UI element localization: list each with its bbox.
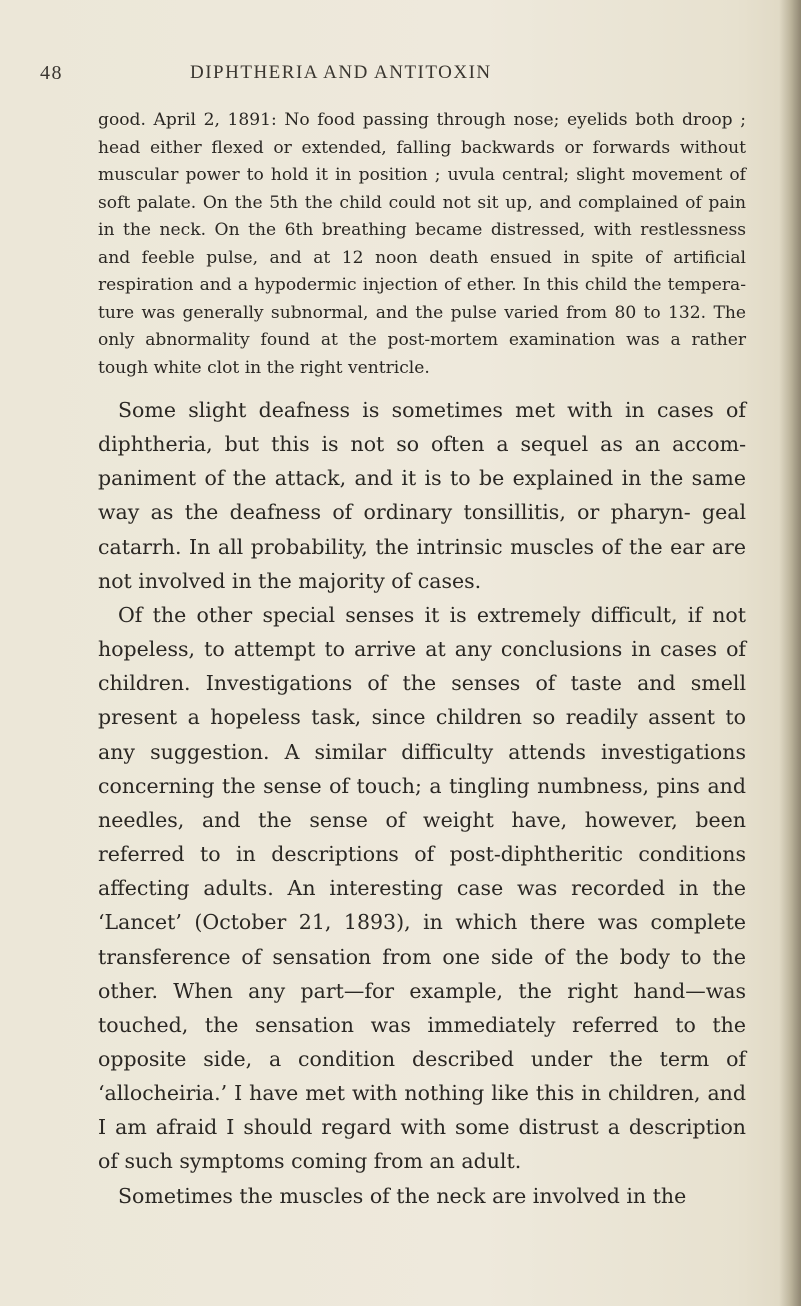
paragraph-special-senses: Of the other special senses it is extremely difficult, if not hopeless, to attempt to arrive at any conclusions in cases of children. Investigations of the senses of taste and smell present a hopeless task, since children so readily assent to any suggestion. A similar difficulty attends investigations concerning the sense of touch; a tingling numbness, pins and needles, and the sense of weight have, however, been referred to in descriptions of post-diphtheritic conditions affecting adults. An interesting case was recorded in the ‘Lancet’ (October 21, 1893), in which there was complete transference of sensation from one side of the body to the other. When any part—for example, the right hand—was touched, the sensation was immediately referred to the opposite side, a condition described under the term of ‘allocheiria.’ I have met with nothing like this in children, and I am afraid I should regard with some distrust a description of such symptoms coming from an adult. <box>98 602 746 1174</box>
paragraph-case-report: good. April 2, 1891: No food passing through nose; eyelids both droop ; head either flexed or extended, falling backwards or forwards without muscular power to hold it in position ; uvula central; slight movement of soft palate. On the 5th the child could not sit up, and complained of pain in the neck. On the 6th breathing became distressed, with restlessness and feeble pulse, and at 12 noon death ensued in spite of artificial respiration and a hypodermic injection of ether. In this child the tempera- ture was generally subnormal, and the pulse varied from 80 to 132. The only abnormality found at the post-mortem examination was a rather tough white clot in the right ventricle. <box>98 110 746 378</box>
running-title: DIPHTHERIA AND ANTITOXIN <box>190 62 492 83</box>
paragraph-neck-muscles: Sometimes the muscles of the neck are involved in the <box>118 1183 687 1208</box>
paragraph-deafness: Some slight deafness is sometimes met with in cases of diphtheria, but this is not so often a sequel as an accom- paniment of the attack, and it is to be explained in the same way as the deafness of ordinary tonsillitis, or pharyn- geal catarrh. In all probability, the intrinsic muscles of the ear are not involved in the majority of cases. <box>98 398 746 593</box>
page-edge-shadow <box>779 0 801 1306</box>
case-report-block <box>98 107 746 382</box>
main-text-block <box>98 393 746 1213</box>
running-head <box>40 62 740 92</box>
page-number: 48 <box>40 62 63 84</box>
